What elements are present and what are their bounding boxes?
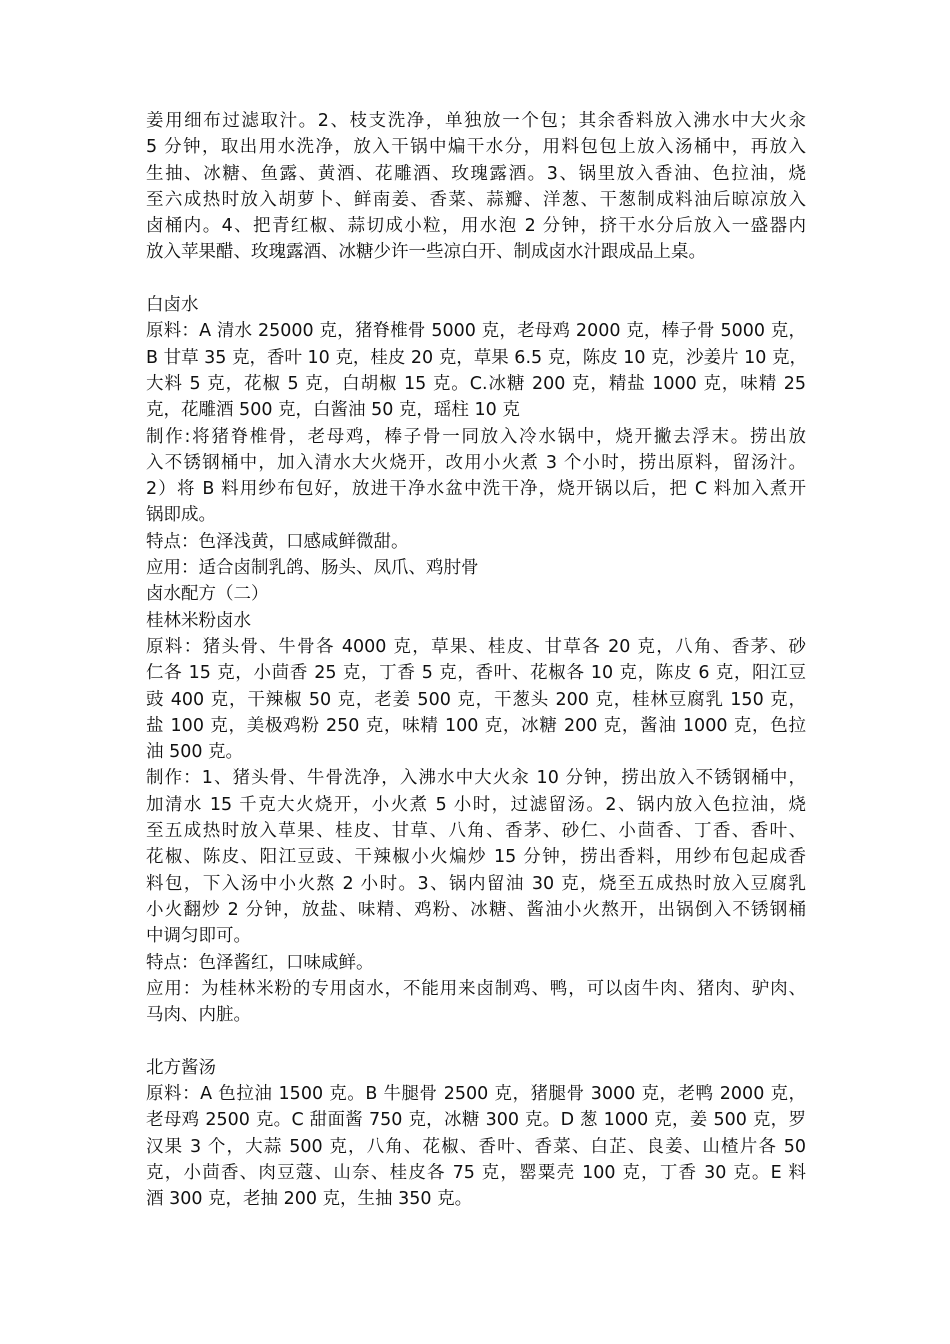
white-brine-section: [146, 292, 806, 581]
ingredient-line: 油 500 克。: [146, 742, 244, 763]
recipe-two-heading: 卤水配方（二）: [146, 584, 269, 605]
method-line: 小火翻炒 2 分钟，放盐、味精、鸡粉、冰糖、酱油小火熬开，出锅倒入不锈钢桶: [146, 899, 806, 920]
section-title: 北方酱汤: [146, 1057, 216, 1078]
spacer: [146, 1028, 806, 1054]
ingredient-line: 仁各 15 克，小茴香 25 克，丁香 5 克，香叶、花椒各 10 克，陈皮 6 克，阳江豆: [146, 663, 806, 684]
method-line: 2）将 B 料用纱布包好，放进干净水盆中洗干净，烧开锅以后，把 C 料加入煮开: [146, 479, 806, 500]
method-line: 至五成热时放入草果、桂皮、甘草、八角、香茅、砂仁、小茴香、丁香、香叶、: [146, 821, 806, 842]
feature-line: 特点：色泽酱红，口味咸鲜。: [146, 952, 374, 973]
text-line: 姜用细布过滤取汁。2、枝支洗净，单独放一个包；其余香料放入沸水中大火汆: [146, 111, 806, 131]
method-line: 花椒、陈皮、阳江豆豉、干辣椒小火煸炒 15 分钟，捞出香料，用纱布包起成香: [146, 847, 806, 868]
method-line: 锅即成。: [146, 505, 216, 526]
intro-paragraph: [146, 108, 806, 266]
method-line: 料包，下入汤中小火熬 2 小时。3、锅内留油 30 克，烧至五成热时放入豆腐乳: [146, 873, 806, 894]
ingredient-line: 原料：A 清水 25000 克，猪脊椎骨 5000 克，老母鸡 2000 克，棒子骨 5000 克，: [146, 321, 806, 342]
usage-line: 马肉、内脏。: [146, 1005, 251, 1026]
method-line: 制作：1、猪头骨、牛骨洗净，入沸水中大火汆 10 分钟，捞出放入不锈钢桶中，: [146, 768, 806, 789]
section-title: 白卤水: [146, 295, 199, 316]
ingredient-line: 老母鸡 2500 克。C 甜面酱 750 克，冰糖 300 克。D 葱 1000 克，姜 500 克，罗: [146, 1110, 806, 1131]
ingredient-line: 汉果 3 个，大蒜 500 克，八角、花椒、香叶、香菜、白芷、良姜、山楂片各 50: [146, 1136, 806, 1157]
method-line: 入不锈钢桶中，加入清水大火烧开，改用小火煮 3 个小时，捞出原料，留汤汁。: [146, 452, 806, 473]
text-line: 生抽、冰糖、鱼露、黄酒、花雕酒、玫瑰露酒。3、锅里放入香油、色拉油，烧: [146, 163, 806, 184]
ingredient-line: 原料：猪头骨、牛骨各 4000 克，草果、桂皮、甘草各 20 克，八角、香茅、砂: [146, 636, 806, 657]
text-line: 5 分钟，取出用水洗净，放入干锅中煸干水分，用料包包上放入汤桶中，再放入: [146, 137, 806, 158]
northern-sauce-section: [146, 1055, 806, 1213]
method-line: 中调匀即可。: [146, 926, 251, 947]
text-line: 至六成热时放入胡萝卜、鲜南姜、香菜、蒜瓣、洋葱、干葱制成料油后晾凉放入: [146, 189, 806, 210]
usage-line: 应用：适合卤制乳鸽、肠头、凤爪、鸡肘骨: [146, 558, 479, 579]
ingredient-line: 豉 400 克，干辣椒 50 克，老姜 500 克，干葱头 200 克，桂林豆腐乳 150 克，: [146, 689, 806, 710]
ingredient-line: 酒 300 克，老抽 200 克，生抽 350 克。: [146, 1189, 473, 1210]
text-line: 放入苹果醋、玫瑰露酒、冰糖少许一些凉白开、制成卤水汁跟成品上桌。: [146, 242, 706, 263]
usage-line: 应用：为桂林米粉的专用卤水，不能用来卤制鸡、鸭，可以卤牛肉、猪肉、驴肉、: [146, 978, 806, 999]
feature-line: 特点：色泽浅黄，口感咸鲜微甜。: [146, 531, 409, 552]
method-line: 制作:将猪脊椎骨，老母鸡，棒子骨一同放入冷水锅中，烧开撇去浮末。捞出放: [146, 426, 806, 447]
section-title: 桂林米粉卤水: [146, 610, 251, 631]
ingredient-line: 盐 100 克，美极鸡粉 250 克，味精 100 克，冰糖 200 克，酱油 1000 克，色拉: [146, 715, 806, 736]
ingredient-line: 克，花雕酒 500 克，白酱油 50 克，瑶柱 10 克: [146, 400, 520, 421]
text-line: 卤桶内。4、把青红椒、蒜切成小粒，用水泡 2 分钟，挤干水分后放入一盛器内: [146, 216, 806, 237]
ingredient-line: 原料：A 色拉油 1500 克。B 牛腿骨 2500 克，猪腿骨 3000 克，老鸭 2000 克，: [146, 1083, 806, 1104]
guilin-brine-section: [146, 608, 806, 1029]
ingredient-line: B 甘草 35 克，香叶 10 克，桂皮 20 克，草果 6.5 克，陈皮 10 克，沙姜片 10 克，: [146, 347, 807, 368]
ingredient-line: 大料 5 克，花椒 5 克，白胡椒 15 克。C.冰糖 200 克，精盐 1000 克，味精 25: [146, 373, 806, 394]
ingredient-line: 克，小茴香、肉豆蔻、山奈、桂皮各 75 克，罂粟壳 100 克，丁香 30 克。E 料: [146, 1162, 806, 1183]
method-line: 加清水 15 千克大火烧开，小火煮 5 小时，过滤留汤。2、锅内放入色拉油，烧: [146, 794, 806, 815]
spacer: [146, 266, 806, 292]
